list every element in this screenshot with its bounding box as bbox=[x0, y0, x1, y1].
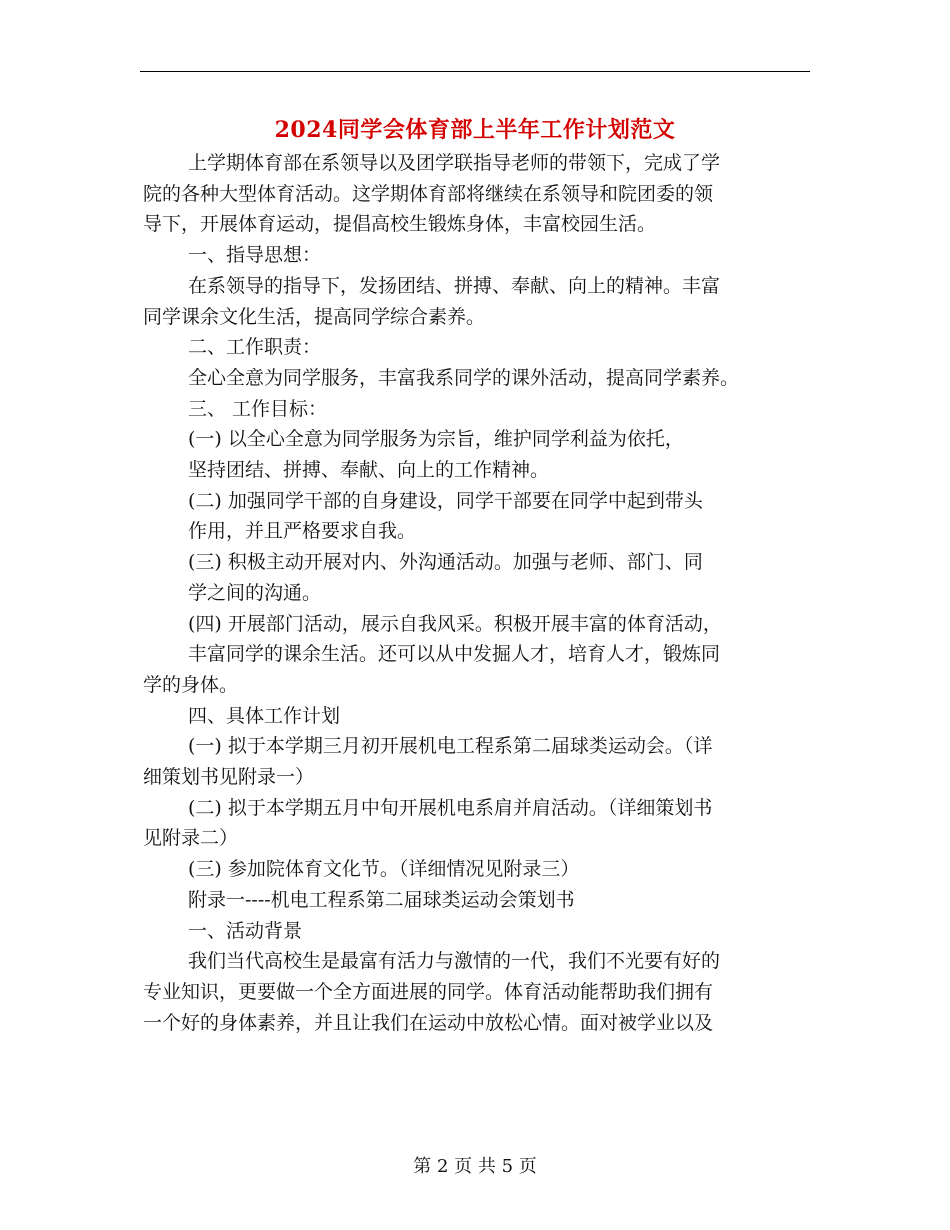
body-line: 院的各种大型体育活动。这学期体育部将继续在系领导和院团委的领 bbox=[143, 182, 714, 205]
list-item-continuation: 学之间的沟通。 bbox=[188, 581, 322, 604]
list-item: (三) 参加院体育文化节。（详细情况见附录三） bbox=[188, 858, 580, 881]
list-item-continuation: 细策划书见附录一） bbox=[143, 766, 315, 789]
document-body bbox=[143, 148, 811, 1038]
document-title: 2024同学会体育部上半年工作计划范文 bbox=[274, 117, 676, 143]
body-line: 同学课余文化生活，提高同学综合素养。 bbox=[143, 305, 486, 328]
list-item: (一) 拟于本学期三月初开展机电工程系第二届球类运动会。（详 bbox=[188, 735, 713, 758]
list-item-continuation: 作用，并且严格要求自我。 bbox=[188, 520, 417, 543]
section-heading: 一、活动背景 bbox=[188, 919, 303, 942]
section-heading: 三、 工作目标： bbox=[188, 397, 328, 420]
appendix-heading: 附录一----机电工程系第二届球类运动会策划书 bbox=[188, 888, 575, 911]
header-rule bbox=[140, 71, 810, 72]
list-item: (二) 拟于本学期五月中旬开展机电系肩并肩活动。（详细策划书 bbox=[188, 796, 713, 819]
body-line: 在系领导的指导下，发扬团结、拼搏、奉献、向上的精神。丰富 bbox=[188, 274, 721, 297]
list-item: (一) 以全心全意为同学服务为宗旨，维护同学利益为依托， bbox=[188, 428, 684, 451]
body-line: 导下，开展体育运动，提倡高校生锻炼身体，丰富校园生活。 bbox=[143, 213, 657, 236]
list-item-continuation: 坚持团结、拼搏、奉献、向上的工作精神。 bbox=[188, 459, 550, 482]
list-item: (二) 加强同学干部的自身建设，同学干部要在同学中起到带头 bbox=[188, 489, 703, 512]
section-heading: 二、工作职责： bbox=[188, 336, 322, 359]
section-heading: 一、指导思想： bbox=[188, 244, 322, 267]
body-line: 专业知识，更要做一个全方面进展的同学。体育活动能帮助我们拥有 bbox=[143, 980, 714, 1003]
list-item: (四) 开展部门活动，展示自我风采。积极开展丰富的体育活动， bbox=[188, 612, 722, 635]
list-item-continuation: 丰富同学的课余生活。还可以从中发掘人才，培育人才，锻炼同 bbox=[188, 643, 721, 666]
page-number: 第 2 页 共 5 页 bbox=[413, 1156, 537, 1177]
body-line: 我们当代高校生是最富有活力与激情的一代，我们不光要有好的 bbox=[188, 950, 721, 973]
body-line: 全心全意为同学服务，丰富我系同学的课外活动，提高同学素养。 bbox=[188, 366, 740, 389]
list-item: (三) 积极主动开展对内、外沟通活动。加强与老师、部门、同 bbox=[188, 551, 703, 574]
body-line: 一个好的身体素养，并且让我们在运动中放松心情。面对被学业以及 bbox=[143, 1011, 714, 1034]
list-item-continuation: 学的身体。 bbox=[143, 673, 239, 696]
list-item-continuation: 见附录二） bbox=[143, 827, 239, 850]
section-heading: 四、具体工作计划 bbox=[188, 704, 341, 727]
body-line: 上学期体育部在系领导以及团学联指导老师的带领下，完成了学 bbox=[188, 152, 721, 174]
